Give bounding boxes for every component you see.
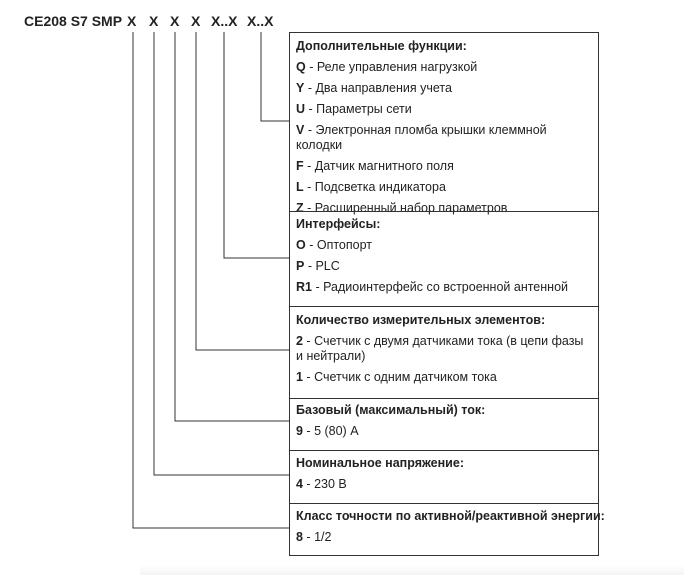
option-item: U - Параметры сети xyxy=(296,102,412,116)
code-segment-nominal-voltage: X xyxy=(149,13,159,29)
code-segment-interfaces: X..X xyxy=(211,13,238,29)
connector-accuracy-class xyxy=(133,32,289,528)
option-item: 8 - 1/2 xyxy=(296,530,332,544)
option-item: Y - Два направления учета xyxy=(296,81,452,95)
model-code-prefix: CE208 S7 SMP xyxy=(24,13,123,29)
connector-interfaces xyxy=(224,32,289,258)
group-title: Номинальное напряжение: xyxy=(296,456,464,470)
bottom-fade xyxy=(140,565,684,575)
option-item: Q - Реле управления нагрузкой xyxy=(296,60,478,74)
option-item: F - Датчик магнитного поля xyxy=(296,159,454,173)
group-interfaces xyxy=(289,211,599,306)
option-item: 9 - 5 (80) А xyxy=(296,424,359,438)
option-item: R1 - Радиоинтерфейс со встроенной антенной xyxy=(296,280,569,294)
group-base-current xyxy=(289,398,599,450)
option-item: 2 - Счетчик с двумя датчиками тока (в цепи фазы и нейтрали) xyxy=(296,334,584,363)
group-title: Класс точности по активной/реактивной энергии: xyxy=(296,509,605,523)
group-title: Дополнительные функции: xyxy=(296,39,467,53)
group-title: Базовый (максимальный) ток: xyxy=(296,403,486,417)
group-nominal-voltage xyxy=(289,450,599,503)
code-segment-accuracy-class: X xyxy=(127,13,137,29)
group-title: Интерфейсы: xyxy=(296,217,381,231)
group-measuring-elements xyxy=(289,306,599,398)
group-extra-functions xyxy=(289,32,599,215)
option-item: P - PLC xyxy=(296,259,340,273)
option-item: L - Подсветка индикатора xyxy=(296,180,446,194)
option-item: O - Оптопорт xyxy=(296,238,372,252)
group-title: Количество измерительных элементов: xyxy=(296,313,546,327)
connector-base-current xyxy=(175,32,289,421)
code-segment-extra-functions: X..X xyxy=(247,13,274,29)
code-segment-measuring-elements: X xyxy=(191,13,201,29)
option-item: 4 - 230 В xyxy=(296,477,347,491)
connector-measuring-elements xyxy=(196,32,289,350)
option-item: 1 - Счетчик с одним датчиком тока xyxy=(296,370,497,384)
option-item: Z - Расширенный набор параметров xyxy=(296,201,508,215)
option-item: V - Электронная пломба крышки клеммной колодки xyxy=(296,123,547,152)
connector-nominal-voltage xyxy=(154,32,289,475)
group-accuracy-class xyxy=(289,503,605,556)
code-segment-base-current: X xyxy=(170,13,180,29)
connector-extra-functions xyxy=(261,32,289,121)
